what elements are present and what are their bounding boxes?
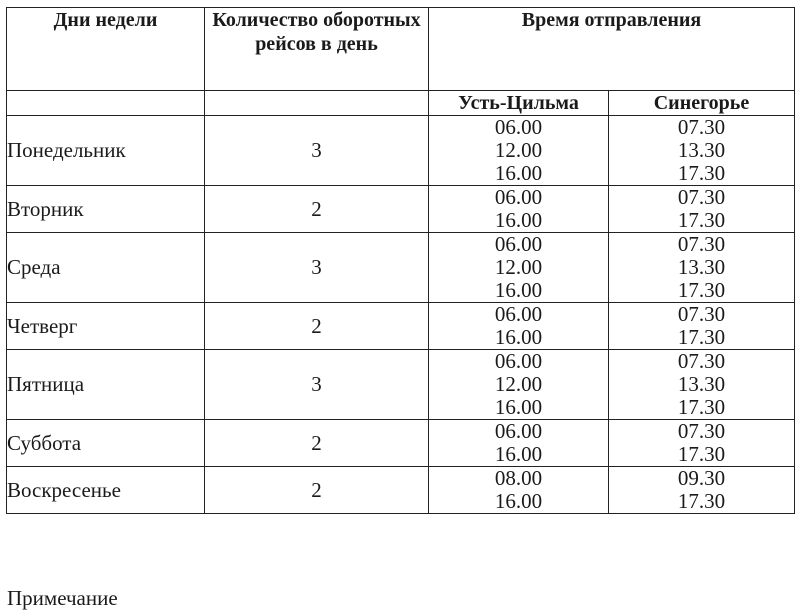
time-value: 16.00 (494, 489, 543, 513)
time-value: 16.00 (494, 161, 543, 185)
table-row (7, 116, 795, 186)
ust-tsilma-times (429, 467, 609, 514)
time-value: 06.00 (494, 185, 543, 209)
day-cell: Воскресенье (7, 467, 205, 514)
day-cell: Понедельник (7, 116, 205, 186)
day-cell: Среда (7, 233, 205, 303)
count-cell: 2 (205, 303, 429, 350)
ust-tsilma-times (429, 420, 609, 467)
header-empty-cell (7, 91, 205, 116)
time-value: 17.30 (677, 208, 726, 232)
time-value: 07.30 (677, 302, 726, 326)
header-station-ust-tsilma: Усть-Цильма (429, 91, 609, 116)
table-row (7, 233, 795, 303)
sinegorye-times (609, 186, 795, 233)
day-cell: Пятница (7, 350, 205, 420)
sinegorye-times (609, 116, 795, 186)
table-row (7, 186, 795, 233)
header-station-sinegorye: Синегорье (609, 91, 795, 116)
time-value: 17.30 (677, 278, 726, 302)
day-cell: Вторник (7, 186, 205, 233)
time-value: 06.00 (494, 302, 543, 326)
time-value: 06.00 (494, 349, 543, 373)
sinegorye-times (609, 467, 795, 514)
table-row (7, 420, 795, 467)
ust-tsilma-times (429, 233, 609, 303)
time-value: 06.00 (494, 115, 543, 139)
time-value: 13.30 (677, 255, 726, 279)
time-value: 16.00 (494, 395, 543, 419)
ust-tsilma-times (429, 350, 609, 420)
ust-tsilma-times (429, 303, 609, 350)
count-cell: 3 (205, 233, 429, 303)
schedule-table (6, 7, 795, 514)
count-cell: 2 (205, 467, 429, 514)
time-value: 07.30 (677, 185, 726, 209)
schedule-body (7, 116, 795, 514)
count-cell: 2 (205, 420, 429, 467)
time-value: 17.30 (677, 442, 726, 466)
time-value: 13.30 (677, 372, 726, 396)
header-empty-cell (205, 91, 429, 116)
time-value: 17.30 (677, 325, 726, 349)
note-text: Примечание (7, 586, 118, 610)
time-value: 06.00 (494, 232, 543, 256)
time-value: 07.30 (677, 232, 726, 256)
header-departure: Время отправления (429, 8, 795, 91)
ust-tsilma-times (429, 116, 609, 186)
time-value: 16.00 (494, 208, 543, 232)
time-value: 08.00 (494, 466, 543, 490)
day-cell: Суббота (7, 420, 205, 467)
sinegorye-times (609, 420, 795, 467)
count-cell: 2 (205, 186, 429, 233)
time-value: 16.00 (494, 325, 543, 349)
sinegorye-times (609, 303, 795, 350)
table-row (7, 467, 795, 514)
time-value: 16.00 (494, 278, 543, 302)
time-value: 07.30 (677, 115, 726, 139)
ust-tsilma-times (429, 186, 609, 233)
count-cell: 3 (205, 116, 429, 186)
time-value: 16.00 (494, 442, 543, 466)
time-value: 12.00 (494, 372, 543, 396)
header-day: Дни недели (7, 8, 205, 91)
time-value: 17.30 (677, 489, 726, 513)
time-value: 13.30 (677, 138, 726, 162)
time-value: 12.00 (494, 138, 543, 162)
table-row (7, 303, 795, 350)
time-value: 17.30 (677, 161, 726, 185)
time-value: 07.30 (677, 419, 726, 443)
day-cell: Четверг (7, 303, 205, 350)
count-cell: 3 (205, 350, 429, 420)
header-count: Количество оборотных рейсов в день (205, 8, 429, 91)
table-row (7, 350, 795, 420)
time-value: 09.30 (677, 466, 726, 490)
time-value: 07.30 (677, 349, 726, 373)
sinegorye-times (609, 350, 795, 420)
time-value: 06.00 (494, 419, 543, 443)
sinegorye-times (609, 233, 795, 303)
time-value: 17.30 (677, 395, 726, 419)
time-value: 12.00 (494, 255, 543, 279)
